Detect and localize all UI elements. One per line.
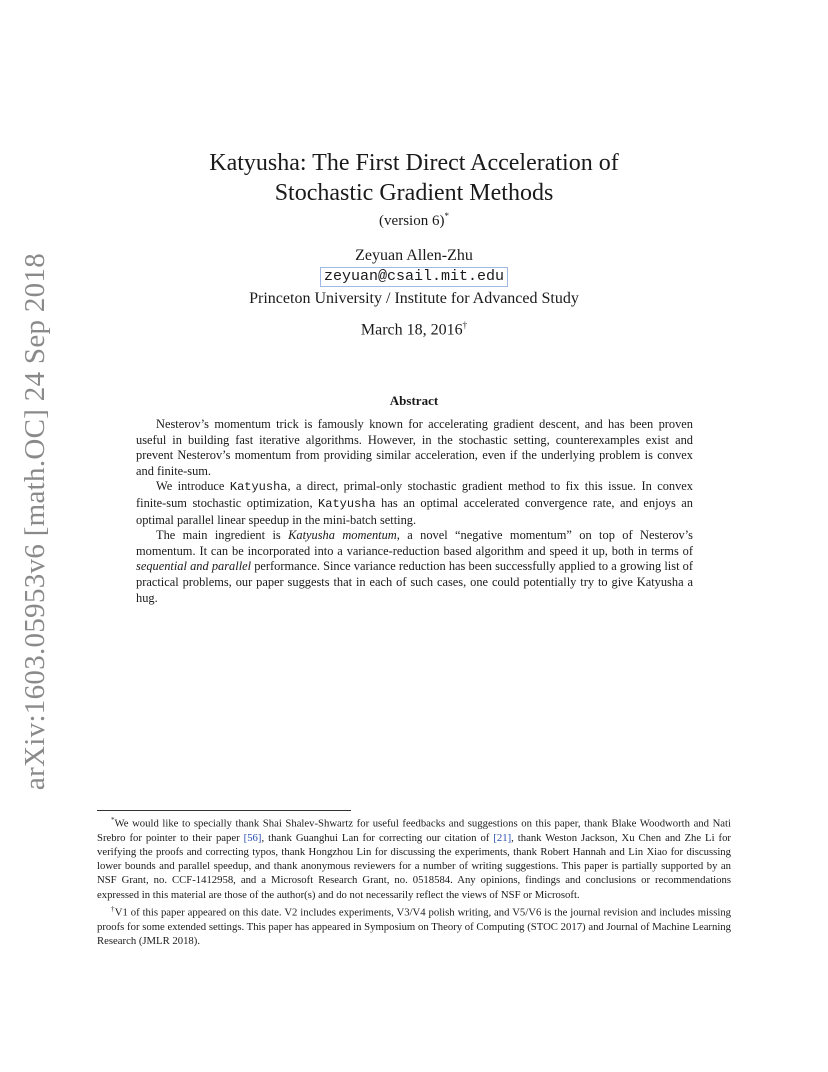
footnotes xyxy=(97,813,731,948)
author-name: Zeyuan Allen-Zhu xyxy=(355,247,473,264)
method-name: Katyusha xyxy=(229,480,288,495)
footnote-1-mark: * xyxy=(111,816,115,824)
paper-date xyxy=(0,320,828,339)
paper-title-line-1: Katyusha: The First Direct Acceleration of xyxy=(209,150,619,176)
abstract-heading: Abstract xyxy=(389,393,439,408)
abstract-paragraph-2 xyxy=(136,479,693,528)
version-footnote-mark: * xyxy=(444,211,449,221)
version-note xyxy=(0,206,828,231)
text-span: has an optimal accelerated convergence rate, and enjoys an optimal parallel linear speedup in the mini-batch setting. xyxy=(136,495,693,527)
emphasis: Katyusha momentum xyxy=(288,528,397,543)
text-span: The main ingredient is xyxy=(156,528,289,543)
text-span: We introduce xyxy=(156,479,230,494)
text-span: , thank Guanghui Lan for correcting our citation of xyxy=(261,831,494,844)
text-span: , a novel “negative momentum” on top of Nesterov’s momentum. It can be incorporated into a variance-reduction based algorithm and speed it up, both in terms of xyxy=(136,528,694,558)
method-name: Katyusha xyxy=(318,496,376,511)
arxiv-identifier: arXiv:1603.05953v6 [math.OC] 24 Sep 2018 xyxy=(19,252,52,790)
paper-title-line-2: Stochastic Gradient Methods xyxy=(274,180,554,206)
date-footnote-mark: † xyxy=(462,320,468,330)
footnote-2 xyxy=(97,902,731,948)
arxiv-side-stamp xyxy=(14,252,58,790)
text-span: , a direct, primal-only stochastic gradient method to fix this issue. In convex finite-sum stochastic optimization, xyxy=(136,479,693,510)
emphasis: sequential and parallel xyxy=(136,559,252,574)
text-span: performance. Since variance reduction has been successfully applied to a growing list of practical problems, our paper suggests that in each of such cases, one could potentially try to give Katyusha a hug. xyxy=(136,559,693,605)
version-text: (version 6) xyxy=(379,213,445,229)
abstract-body xyxy=(136,417,693,606)
citation-link[interactable]: [21] xyxy=(493,831,512,844)
abstract-paragraph-1: Nesterov’s momentum trick is famously known for accelerating gradient descent, and has been proven useful in building fast iterative algorithms. However, in the stochastic setting, counterexamples exist and prevent Nesterov’s momentum from providing similar acceleration, even if the underlying problem is convex and finite-sum. xyxy=(136,417,693,478)
email-link[interactable]: zeyuan@csail.mit.edu xyxy=(320,267,508,287)
affiliation: Princeton University / Institute for Advanced Study xyxy=(249,290,579,307)
title-block xyxy=(0,148,828,231)
text-span: V1 of this paper appeared on this date. V2 includes experiments, V3/V4 polish writing, and V5/V6 is the journal revision and includes missing proofs for some extended settings. This paper has appeared in Symposium on Theory of Computing (STOC 2017) and Journal of Machine Learning Research (JMLR 2018). xyxy=(97,906,732,947)
abstract-paragraph-3 xyxy=(136,528,693,606)
author-block xyxy=(0,246,828,309)
footnote-1 xyxy=(97,813,731,902)
footnote-2-mark: † xyxy=(111,904,115,913)
text-span: , thank Weston Jackson, Xu Chen and Zhe Li for verifying the proofs and correcting typos, thank Hongzhou Lin for discussing the experiments, thank Robert Hannah and Lin Xiao for discussing lower bounds and parallel speedup, and thank anonymous reviewers for a number of writing suggestions. This paper is partially supported by an NSF Grant, no. CCF-1412958, and a Microsoft Research Grant, no. 0518584. Any opinions, findings and conclusions or recommendations expressed in this material are those of the author(s) and do not necessarily reflect the views of NSF or Microsoft. xyxy=(97,831,731,901)
text-span: We would like to specially thank Shai Shalev-Shwartz for useful feedbacks and suggestions on this paper, thank Blake Woodworth and Nati Srebro for pointer to their paper xyxy=(97,817,731,844)
citation-link[interactable]: [56] xyxy=(243,831,262,844)
date-text: March 18, 2016 xyxy=(360,321,463,339)
footnote-divider xyxy=(97,810,351,811)
